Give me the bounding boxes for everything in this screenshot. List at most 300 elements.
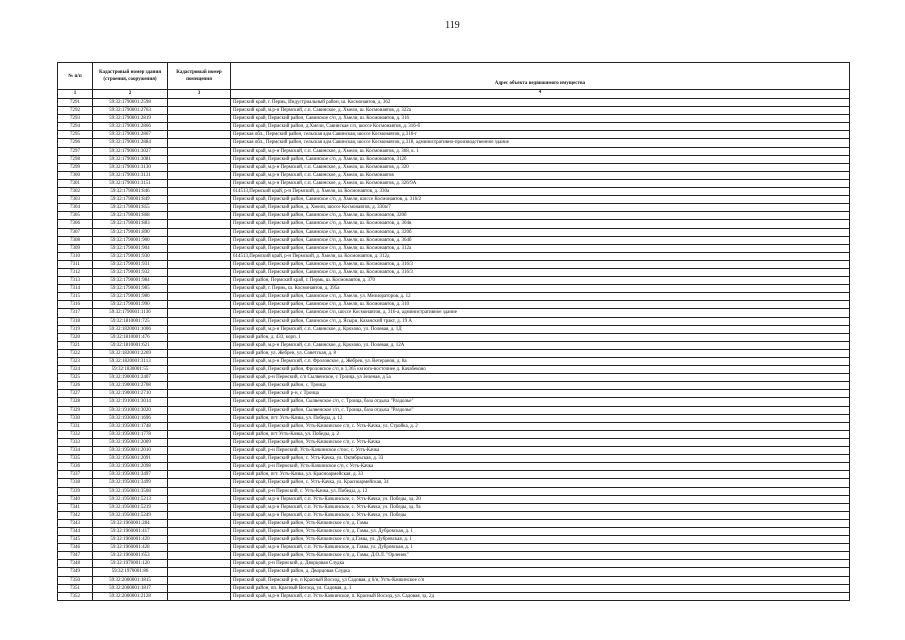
building-cadastral-number: 59:32:1900001:2407 (93, 374, 168, 382)
table-row (58, 382, 850, 390)
row-number: 7294 (58, 123, 93, 131)
building-cadastral-number: 59:32:1790001:855 (93, 204, 168, 212)
row-number: 7292 (58, 107, 93, 115)
room-cadastral-number (168, 333, 231, 341)
row-number: 7342 (58, 511, 93, 519)
row-number: 7316 (58, 301, 93, 309)
building-cadastral-number: 59:32:1790001:932 (93, 268, 168, 276)
table-row (58, 511, 850, 519)
address: Пермский край, Пермский район, Савинское с/п, шоссе Космонавтов, д. 316-а, административное здание (231, 309, 850, 317)
room-cadastral-number (168, 438, 231, 446)
table-row (58, 366, 850, 374)
row-number: 7325 (58, 374, 93, 382)
table-row (58, 519, 850, 527)
building-cadastral-number: 59:32:1790001:2819 (93, 115, 168, 123)
table-row (58, 228, 850, 236)
table-row (58, 277, 850, 285)
table-row (58, 527, 850, 535)
building-cadastral-number: 59:32:1790001:904 (93, 244, 168, 252)
table-row (58, 155, 850, 163)
building-cadastral-number: 59:32:1790001:3151 (93, 179, 168, 187)
table-row (58, 471, 850, 479)
row-number: 7309 (58, 244, 93, 252)
building-cadastral-number: 59:32:1810001:476 (93, 333, 168, 341)
row-number: 7303 (58, 196, 93, 204)
room-cadastral-number (168, 123, 231, 131)
building-cadastral-number: 59:32:1960001:428 (93, 544, 168, 552)
address: Пермский край, м.р-н Пермский, с.п. Усть-Качкинское, с. Усть-Качка, ул. Победы, зд. 9а (231, 503, 850, 511)
row-number: 7322 (58, 349, 93, 357)
table-row (58, 99, 850, 107)
row-number: 7347 (58, 552, 93, 560)
room-cadastral-number (168, 220, 231, 228)
table-row (58, 584, 850, 592)
row-number: 7323 (58, 358, 93, 366)
building-cadastral-number: 59:32:1790001:846 (93, 188, 168, 196)
address: Пермский край, м.р-н Пермский, с.п. Савинское, д. Хмели, ш. Космонавтов, д. 322а (231, 107, 850, 115)
room-cadastral-number (168, 592, 231, 600)
row-number: 7333 (58, 438, 93, 446)
building-cadastral-number: 59:32:1950001:5219 (93, 503, 168, 511)
building-cadastral-number: 59:32:1790001:985 (93, 285, 168, 293)
address: 614513,Пермский край, р-н Пермский, д. Хмели, ш. Космонавтов, д. 312д (231, 252, 850, 260)
table-row (58, 115, 850, 123)
table-row (58, 131, 850, 139)
building-cadastral-number: 59:32:1950001:2010 (93, 447, 168, 455)
building-cadastral-number: 59:32:1960001:284 (93, 519, 168, 527)
header-room-cadastral: Кадастровый номер помещения (168, 63, 231, 90)
address: Пермский край, м.р-н Пермский, с.п. Усть-Качкинское, д. Гамы, ул. Дубровская, д. 1 (231, 544, 850, 552)
address: Пермский край, Пермский район, Фроловское с/п, в 1,365 км юго-восточнее д. Качабеково (231, 366, 850, 374)
building-cadastral-number: 59:32:1790001:3027 (93, 147, 168, 155)
address: Пермский район, пп. Красный Восход, ул. Садовая, д. 1 (231, 584, 850, 592)
building-cadastral-number: 59:32:1790001:883 (93, 220, 168, 228)
address: Пермский край, Пермский район, Савинское с/п, д. Хмели, ш. Космонавтов, д. 304в (231, 220, 850, 228)
row-number: 7327 (58, 390, 93, 398)
room-cadastral-number (168, 511, 231, 519)
row-number: 7346 (58, 544, 93, 552)
row-number: 7313 (58, 277, 93, 285)
table-row (58, 212, 850, 220)
room-cadastral-number (168, 560, 231, 568)
address: Пермский район, д. 433, корп. 1 (231, 333, 850, 341)
table-row (58, 204, 850, 212)
building-cadastral-number: 59:32:1790001:2598 (93, 99, 168, 107)
room-cadastral-number (168, 244, 231, 252)
row-number: 7318 (58, 317, 93, 325)
building-cadastral-number: 59:32:1790001:849 (93, 196, 168, 204)
building-cadastral-number: 59:32:1960001:420 (93, 536, 168, 544)
address: Пермский край, Пермский район, Савинское с/п, д. Хмели, ш. Космонавтов, д. 316 (231, 115, 850, 123)
room-cadastral-number (168, 293, 231, 301)
row-number: 7351 (58, 584, 93, 592)
address: Пермский район, пгт Усть-Качка, ул. Победы, д. 2 (231, 430, 850, 438)
building-cadastral-number: 59:32:1790001:3131 (93, 171, 168, 179)
building-cadastral-number: 59:32:1790001:3081 (93, 155, 168, 163)
room-cadastral-number (168, 260, 231, 268)
address: Пермский край, Пермский район, Савинское с/п, д. Хмели, ул. Мелиораторов, д. 12 (231, 293, 850, 301)
row-number: 7315 (58, 293, 93, 301)
table-row (58, 422, 850, 430)
address: Пермский край, Пермский район, Савинское с/п, д. Хмели, ш. Космонавтов, д. 364б (231, 236, 850, 244)
table-row (58, 406, 850, 414)
row-number: 7305 (58, 212, 93, 220)
row-number: 7336 (58, 463, 93, 471)
building-cadastral-number: 59:32:1950001:5249 (93, 511, 168, 519)
row-number: 7320 (58, 333, 93, 341)
table-row (58, 463, 850, 471)
address: Пермский край, р-н Пермский, с. Усть-Качка, ул. Победы, д. 12 (231, 487, 850, 495)
building-cadastral-number: 59:32:1950001:2098 (93, 463, 168, 471)
row-number: 7291 (58, 99, 93, 107)
address: Пермский край, м.р-н Пермский, с.п. Усть-Качкинское, п. Красный Восход, ул. Садовая, зд. 2д (231, 592, 850, 600)
table-row (58, 560, 850, 568)
address: Пермский край, Пермский район, Усть-Качкинское с/п, д. Гамы, ул. Дубровская, д. 1 (231, 527, 850, 535)
building-cadastral-number: 59:32:1950001:3497 (93, 471, 168, 479)
building-cadastral-number: 59:32:1950001:2091 (93, 455, 168, 463)
row-number: 7331 (58, 422, 93, 430)
page-number: 119 (445, 20, 460, 31)
row-number: 7345 (58, 536, 93, 544)
room-cadastral-number (168, 503, 231, 511)
building-cadastral-number: 59:32:1790001:2884 (93, 139, 168, 147)
address: Пермский край, Пермский район, Савинское с/п, д. Хмели, шоссе Космонавтов, д. 316/2 (231, 196, 850, 204)
address: Пермский район, пгт. Усть-Качка, ул. Красноармейская, д. 33 (231, 471, 850, 479)
room-cadastral-number (168, 471, 231, 479)
room-cadastral-number (168, 99, 231, 107)
row-number: 7302 (58, 188, 93, 196)
address: Пермский край, Пермский р-н, п Красный Восход, ул Садовая, д 6/н, Усть-Качкинское с/п (231, 576, 850, 584)
row-number: 7321 (58, 341, 93, 349)
building-cadastral-number: 59:32:1910001:3020 (93, 406, 168, 414)
row-number: 7328 (58, 398, 93, 406)
address: Пермский край, Пермский район, Савинское с/п, д. Хмели, ш. Космонавтов, 320б (231, 212, 850, 220)
building-cadastral-number: 59:32:1970001:86 (93, 568, 168, 576)
table-row (58, 349, 850, 357)
row-number: 7307 (58, 228, 93, 236)
address: Пермский край, Пермский район, Усть-Качкинское с/п, д.Гамы, ул. Дубровская, д. 1 (231, 536, 850, 544)
address: Пермский край, м.р-н Пермский, с.п. Савинское, д. Хмели, ш. Космонавтов (231, 171, 850, 179)
room-cadastral-number (168, 171, 231, 179)
address: Пермский край, м.р-н Пермский, с.п. Усть-Качкинское, с. Усть-Качка, ул. Победы, зд. 20 (231, 495, 850, 503)
table-row (58, 479, 850, 487)
table-row (58, 317, 850, 325)
address: Пермский край, м.р-н Пермский, с.п. Савинское, д. Крохово, ул. Полевая, д. 12А (231, 341, 850, 349)
address: Пермский край, Пермский р-н, с Троица (231, 390, 850, 398)
address: Пермский край, Пермский район, Усть-Качкинское с/п, д. Гамы, Д.О.Л. "Орленок" (231, 552, 850, 560)
building-cadastral-number: 59:32:1960001:417 (93, 527, 168, 535)
room-cadastral-number (168, 447, 231, 455)
building-cadastral-number: 59:32:1950001:5213 (93, 495, 168, 503)
table-row (58, 309, 850, 317)
row-number: 7339 (58, 487, 93, 495)
building-cadastral-number: 59:32:1790001:931 (93, 260, 168, 268)
address: Пермская обл., Пермский район, сельская адм.Савинская, шоссе Космонавтов, д.316-г (231, 131, 850, 139)
room-cadastral-number (168, 236, 231, 244)
header-index-1: 1 (58, 90, 93, 99)
address: Пермский край, Пермский район, Савинское с/п, д. Хмели, ш. Космонавтов, д. 310 (231, 301, 850, 309)
address: Пермский край, р-н Пермский, Усть-Качкинское с/пос, с. Усть-Качка (231, 447, 850, 455)
address: Пермский край, м.р-н Пермский, с.п. Савинское, д. Крохово, ул. Полевая, д. 1Д (231, 325, 850, 333)
building-cadastral-number: 59:32:2000001:2128 (93, 592, 168, 600)
building-cadastral-number: 59:32:1900001:2710 (93, 390, 168, 398)
address: Пермский край, р-н Пермский, Усть-Качкинское с/п, с Усть-Качка (231, 463, 850, 471)
address: Пермский район, ул. Жебреи, ул. Советская, д. 8 (231, 349, 850, 357)
building-cadastral-number: 59:32:1790001:3130 (93, 163, 168, 171)
table-row (58, 171, 850, 179)
room-cadastral-number (168, 147, 231, 155)
table-row (58, 252, 850, 260)
room-cadastral-number (168, 358, 231, 366)
row-number: 7326 (58, 382, 93, 390)
room-cadastral-number (168, 163, 231, 171)
table-row (58, 398, 850, 406)
row-number: 7349 (58, 568, 93, 576)
room-cadastral-number (168, 527, 231, 535)
building-cadastral-number: 59:32:1950001:2009 (93, 438, 168, 446)
row-number: 7344 (58, 527, 93, 535)
table-row (58, 390, 850, 398)
row-number: 7337 (58, 471, 93, 479)
building-cadastral-number: 59:32:1820001:3113 (93, 358, 168, 366)
room-cadastral-number (168, 196, 231, 204)
building-cadastral-number: 59:32:1790001:986 (93, 293, 168, 301)
table-row (58, 301, 850, 309)
row-number: 7348 (58, 560, 93, 568)
room-cadastral-number (168, 139, 231, 147)
address: Пермский край, Пермский район, Сылвенское с/п, с. Троица, база отдыха "Раздолье" (231, 398, 850, 406)
address: Пермский край, Пермский район, Савинское с/п, д. Хмели, ш. Космонавтов, д. 316/3 (231, 268, 850, 276)
address: Пермский край, Пермский район, Усть-Качкинское с/п, с. Усть-Качка, ул. Стройка, д. 2 (231, 422, 850, 430)
table-row (58, 447, 850, 455)
room-cadastral-number (168, 212, 231, 220)
room-cadastral-number (168, 536, 231, 544)
row-number: 7335 (58, 455, 93, 463)
address: Пермский край, Пермский район, Усть-Качкинское с/п, с. Усть-Качка (231, 438, 850, 446)
table-row (58, 487, 850, 495)
table-row (58, 163, 850, 171)
room-cadastral-number (168, 301, 231, 309)
room-cadastral-number (168, 568, 231, 576)
table-row (58, 438, 850, 446)
room-cadastral-number (168, 115, 231, 123)
table-row (58, 552, 850, 560)
table-row (58, 293, 850, 301)
building-cadastral-number: 59:32:1950001:3508 (93, 487, 168, 495)
row-number: 7350 (58, 576, 93, 584)
room-cadastral-number (168, 584, 231, 592)
room-cadastral-number (168, 107, 231, 115)
header-index-3: 3 (168, 90, 231, 99)
building-cadastral-number: 59:32:1960001:653 (93, 552, 168, 560)
building-cadastral-number: 59:32:1910001:3014 (93, 398, 168, 406)
address: Пермский край, м.р-н Пермский, с.п. Фроловское, д. Жебреи, ул. Ветеранов, д. 8а (231, 358, 850, 366)
row-number: 7299 (58, 163, 93, 171)
address: Пермский край, Пермский район, с. Усть-Качка, ул. Октябрьская, д. 33 (231, 455, 850, 463)
table-row (58, 358, 850, 366)
building-cadastral-number: 59:32:1810001:621 (93, 341, 168, 349)
table-row (58, 268, 850, 276)
building-cadastral-number: 59:32:1790001:2867 (93, 131, 168, 139)
room-cadastral-number (168, 552, 231, 560)
address: 614513,Пермский край, р-н Пермский, д. Хмели, ш. Космонавтов, д. 330а (231, 188, 850, 196)
room-cadastral-number (168, 131, 231, 139)
room-cadastral-number (168, 188, 231, 196)
row-number: 7334 (58, 447, 93, 455)
row-number: 7293 (58, 115, 93, 123)
room-cadastral-number (168, 325, 231, 333)
address: Пермский край, Пермский район, Савинское с/п, д. Хмели, ш. Космонавтов, д. 312а (231, 244, 850, 252)
address: Пермский край, Пермский район, д. Хмели, шоссе Космонавтов, д. 330а/7 (231, 204, 850, 212)
building-cadastral-number: 59:32:1790001:930 (93, 252, 168, 260)
address: Пермский край, м.р-н Пермский, с.п. Савинское, д. Хмели, ш. Космонавтов, д. 326/9А (231, 179, 850, 187)
address: Пермский край, Пермский район, Савинское с/п, д. Хмели, ш. Космонавтов, д. 316/3 (231, 260, 850, 268)
row-number: 7296 (58, 139, 93, 147)
row-number: 7314 (58, 285, 93, 293)
room-cadastral-number (168, 576, 231, 584)
room-cadastral-number (168, 374, 231, 382)
building-cadastral-number: 59:32:1900001:2708 (93, 382, 168, 390)
room-cadastral-number (168, 382, 231, 390)
row-number: 7352 (58, 592, 93, 600)
table-row (58, 544, 850, 552)
room-cadastral-number (168, 544, 231, 552)
row-number: 7332 (58, 430, 93, 438)
row-number: 7312 (58, 268, 93, 276)
address: Пермский район, пгт. Усть-Качка, ул. Победы, д. 12 (231, 414, 850, 422)
table-row (58, 139, 850, 147)
table-row (58, 123, 850, 131)
address: Пермский край, Пермский район, Савинское с/п, д. Хмели, ш. Космонавтов, д. 320б (231, 228, 850, 236)
table-row (58, 568, 850, 576)
table-row (58, 236, 850, 244)
row-number: 7330 (58, 414, 93, 422)
building-cadastral-number: 59:32:1790001:900 (93, 236, 168, 244)
room-cadastral-number (168, 366, 231, 374)
table-row (58, 503, 850, 511)
address: Пермский край, Пермский район, Сылвенское с/п, с. Троица, база отдыха "Раздолье" (231, 406, 850, 414)
room-cadastral-number (168, 309, 231, 317)
row-number: 7308 (58, 236, 93, 244)
row-number: 7341 (58, 503, 93, 511)
address: Пермский край, Пермский район, д. Дворцовая Слудка (231, 568, 850, 576)
table-row (58, 536, 850, 544)
table-row (58, 414, 850, 422)
row-number: 7340 (58, 495, 93, 503)
table-row (58, 285, 850, 293)
table-row (58, 325, 850, 333)
address: Пермский край, м.р-н Пермский, с.п. Савинское, д. Хмели, ш. Космонавтов, д. 368, к. 1 (231, 147, 850, 155)
building-cadastral-number: 59:32:1830001:55 (93, 366, 168, 374)
address: Пермский край, Пермский район, Савинское с/п, д. Ясыри, Казанский тракт, д. 19 А (231, 317, 850, 325)
room-cadastral-number (168, 495, 231, 503)
table-row (58, 260, 850, 268)
header-building-cadastral: Кадастровый номер здания (строения, сооружения) (93, 63, 168, 90)
address: Пермский край, м.р-н Пермский, с.п. Савинское, д. Хмели, ш. Космонавтов, д. 320 (231, 163, 850, 171)
room-cadastral-number (168, 341, 231, 349)
row-number: 7324 (58, 366, 93, 374)
table-row (58, 374, 850, 382)
header-address: Адрес объекта недвижимого имущества (231, 63, 850, 90)
header-index-4: 4 (231, 90, 850, 99)
address: Пермский край, р-н Пермский, с/п Сылвенское, с Троица, ул Зеленая, д 5а (231, 374, 850, 382)
room-cadastral-number (168, 228, 231, 236)
room-cadastral-number (168, 349, 231, 357)
room-cadastral-number (168, 179, 231, 187)
table-row (58, 147, 850, 155)
row-number: 7306 (58, 220, 93, 228)
room-cadastral-number (168, 390, 231, 398)
row-number: 7295 (58, 131, 93, 139)
address: Пермский район, Пермский край, г. Пермь, ш. Космонавтов, д. 370 (231, 277, 850, 285)
room-cadastral-number (168, 463, 231, 471)
property-register-table (57, 62, 850, 601)
room-cadastral-number (168, 487, 231, 495)
address: Пермский край, Пермский район, Савинское с/п, д. Хмели, ш. Космонавтов, 312б (231, 155, 850, 163)
address: Пермский край, м.р-н Пермский, с.п. Усть-Качкинское, с. Усть-Качка, ул. Победы (231, 511, 850, 519)
building-cadastral-number: 59:32:1950001:1748 (93, 422, 168, 430)
address: Пермский край, Пермский район, с. Троица (231, 382, 850, 390)
header-index-2: 2 (93, 90, 168, 99)
room-cadastral-number (168, 204, 231, 212)
table-row (58, 576, 850, 584)
row-number: 7317 (58, 309, 93, 317)
row-number: 7338 (58, 479, 93, 487)
row-number: 7311 (58, 260, 93, 268)
table-row (58, 455, 850, 463)
address: Пермский край, г. Пермь, ш. Космонавтов, д. 395а (231, 285, 850, 293)
building-cadastral-number: 59:32:1950001:1778 (93, 430, 168, 438)
room-cadastral-number (168, 519, 231, 527)
table-row (58, 333, 850, 341)
building-cadastral-number: 59:32:1790001:2866 (93, 123, 168, 131)
table-row (58, 220, 850, 228)
building-cadastral-number: 59:32:1790001:2763 (93, 107, 168, 115)
building-cadastral-number: 59:32:1790001:1136 (93, 309, 168, 317)
header-num: № п/п (58, 63, 93, 90)
building-cadastral-number: 59:32:1790001:990 (93, 301, 168, 309)
room-cadastral-number (168, 406, 231, 414)
address: Пермский край, Пермский район, Усть-Качкинское с/п, д. Гамы (231, 519, 850, 527)
row-number: 7329 (58, 406, 93, 414)
building-cadastral-number: 59:32:1790001:890 (93, 228, 168, 236)
row-number: 7319 (58, 325, 93, 333)
building-cadastral-number: 59:32:1810001:725 (93, 317, 168, 325)
room-cadastral-number (168, 430, 231, 438)
row-number: 7300 (58, 171, 93, 179)
table-row (58, 107, 850, 115)
row-number: 7297 (58, 147, 93, 155)
address: Пермский край, Пермский район, д.Хмели, Савинская с/п, шоссе Космонавтов, д. 316-б (231, 123, 850, 131)
room-cadastral-number (168, 252, 231, 260)
building-cadastral-number: 59:32:1970001:120 (93, 560, 168, 568)
room-cadastral-number (168, 414, 231, 422)
building-cadastral-number: 59:32:1820001:2269 (93, 349, 168, 357)
address: Пермский край, р-н Пермский, д. Дворцовая Слудка (231, 560, 850, 568)
table-row (58, 592, 850, 600)
building-cadastral-number: 59:32:1790001:984 (93, 277, 168, 285)
building-cadastral-number: 59:32:1930001:1696 (93, 414, 168, 422)
address: Пермская обл., Пермский район, сельская адм.Савинская, шоссе Космонавтов, д.318, административно-производственное здание (231, 139, 850, 147)
row-number: 7310 (58, 252, 93, 260)
table-row (58, 196, 850, 204)
room-cadastral-number (168, 455, 231, 463)
table-row (58, 430, 850, 438)
address: Пермский край, г. Пермь, Индустриальный район, ш. Космонавтов, д. 362 (231, 99, 850, 107)
table-row (58, 244, 850, 252)
room-cadastral-number (168, 285, 231, 293)
table-row (58, 188, 850, 196)
